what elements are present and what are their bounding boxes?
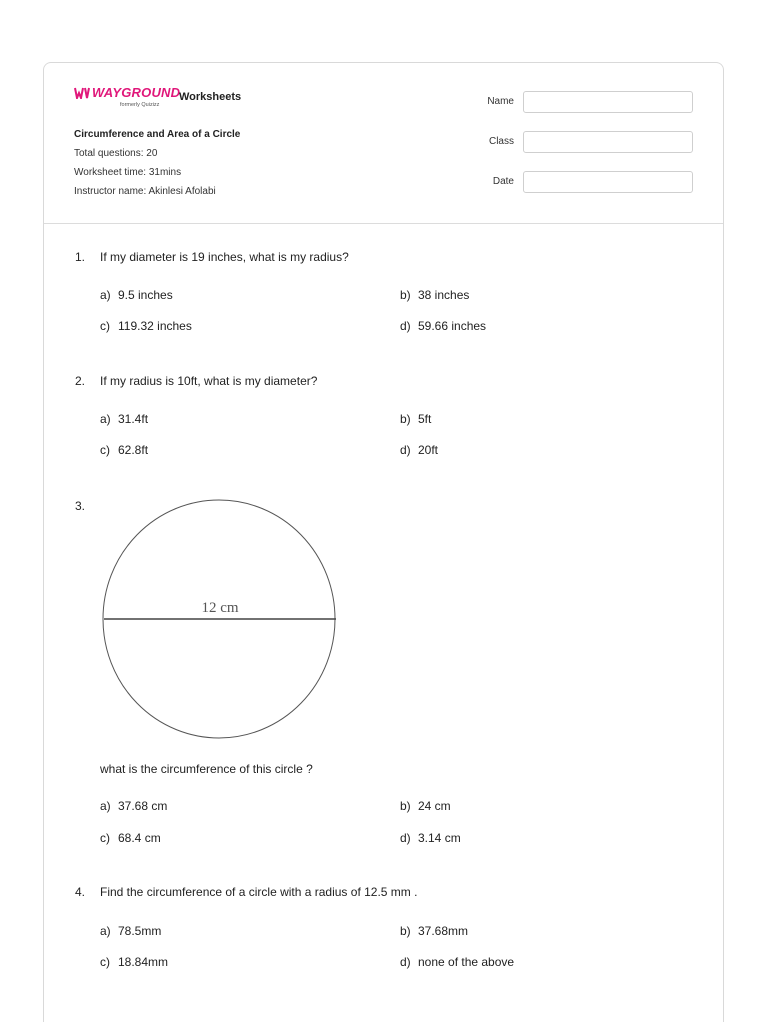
option-4d[interactable] [400, 955, 514, 969]
brand-logo [74, 85, 184, 113]
question-number: 2. [75, 374, 86, 388]
option-2c[interactable] [100, 443, 148, 457]
option-4c[interactable] [100, 955, 168, 969]
worksheet-title: Circumference and Area of a Circle [74, 129, 241, 140]
option-text: 24 cm [418, 799, 451, 813]
question-text: Find the circumference of a circle with a radius of 12.5 mm . [100, 885, 418, 899]
option-text: 37.68mm [418, 924, 469, 938]
option-letter: d) [400, 955, 411, 969]
date-label: Date [492, 176, 514, 187]
option-letter: c) [100, 831, 110, 845]
brand-name: WAYGROUND [92, 85, 181, 100]
question-number: 4. [75, 885, 86, 899]
option-3d[interactable] [400, 831, 461, 845]
option-letter: a) [100, 924, 111, 938]
option-text: 78.5mm [118, 924, 162, 938]
date-field[interactable] [523, 171, 693, 193]
option-1a[interactable] [100, 288, 173, 302]
worksheet-header [44, 63, 723, 224]
option-text: none of the above [418, 955, 515, 969]
option-1d[interactable] [400, 319, 486, 333]
question-text: If my radius is 10ft, what is my diameter? [100, 374, 318, 388]
question-text: If my diameter is 19 inches, what is my radius? [100, 250, 349, 264]
option-text: 3.14 cm [418, 831, 461, 845]
option-1b[interactable] [400, 288, 469, 302]
option-text: 37.68 cm [118, 799, 168, 813]
option-letter: d) [400, 319, 411, 333]
option-text: 119.32 inches [118, 319, 192, 333]
diameter-label: 12 cm [201, 600, 239, 616]
option-2a[interactable] [100, 412, 148, 426]
class-field[interactable] [523, 131, 693, 153]
option-text: 59.66 inches [418, 319, 487, 333]
question-number: 1. [75, 250, 86, 264]
option-text: 18.84mm [118, 955, 169, 969]
option-1c[interactable] [100, 319, 192, 333]
option-3b[interactable] [400, 799, 451, 813]
option-3a[interactable] [100, 799, 167, 813]
option-letter: b) [400, 412, 411, 426]
brand-subtitle: formerly Quizizz [120, 102, 160, 108]
option-letter: a) [100, 288, 111, 302]
option-letter: b) [400, 288, 411, 302]
option-text: 5ft [418, 412, 432, 426]
question-number: 3. [75, 499, 86, 513]
option-2b[interactable] [400, 412, 431, 426]
option-4a[interactable] [100, 924, 161, 938]
question-text: what is the circumference of this circle ? [100, 762, 313, 776]
worksheet-meta [74, 125, 240, 201]
option-text: 68.4 cm [118, 831, 161, 845]
option-letter: c) [100, 443, 110, 457]
option-letter: c) [100, 319, 110, 333]
option-letter: b) [400, 799, 411, 813]
option-4b[interactable] [400, 924, 468, 938]
worksheet-time: Worksheet time: 31mins [74, 167, 182, 178]
option-text: 9.5 inches [118, 288, 173, 302]
option-letter: a) [100, 799, 111, 813]
option-text: 62.8ft [118, 443, 149, 457]
instructor-name: Instructor name: Akinlesi Afolabi [74, 186, 216, 197]
option-text: 20ft [418, 443, 439, 457]
name-field[interactable] [523, 91, 693, 113]
option-2d[interactable] [400, 443, 438, 457]
option-letter: b) [400, 924, 411, 938]
class-label: Class [488, 136, 514, 147]
worksheet-sheet [43, 62, 724, 1022]
option-text: 38 inches [418, 288, 470, 302]
total-questions: Total questions: 20 [74, 148, 158, 159]
option-3c[interactable] [100, 831, 161, 845]
circle-diagram [100, 495, 340, 745]
brand-logo-icon [74, 87, 90, 99]
option-letter: a) [100, 412, 111, 426]
option-letter: d) [400, 443, 411, 457]
option-letter: d) [400, 831, 411, 845]
product-name: Worksheets [179, 91, 242, 103]
option-letter: c) [100, 955, 110, 969]
name-label: Name [487, 96, 514, 107]
option-text: 31.4ft [118, 412, 149, 426]
